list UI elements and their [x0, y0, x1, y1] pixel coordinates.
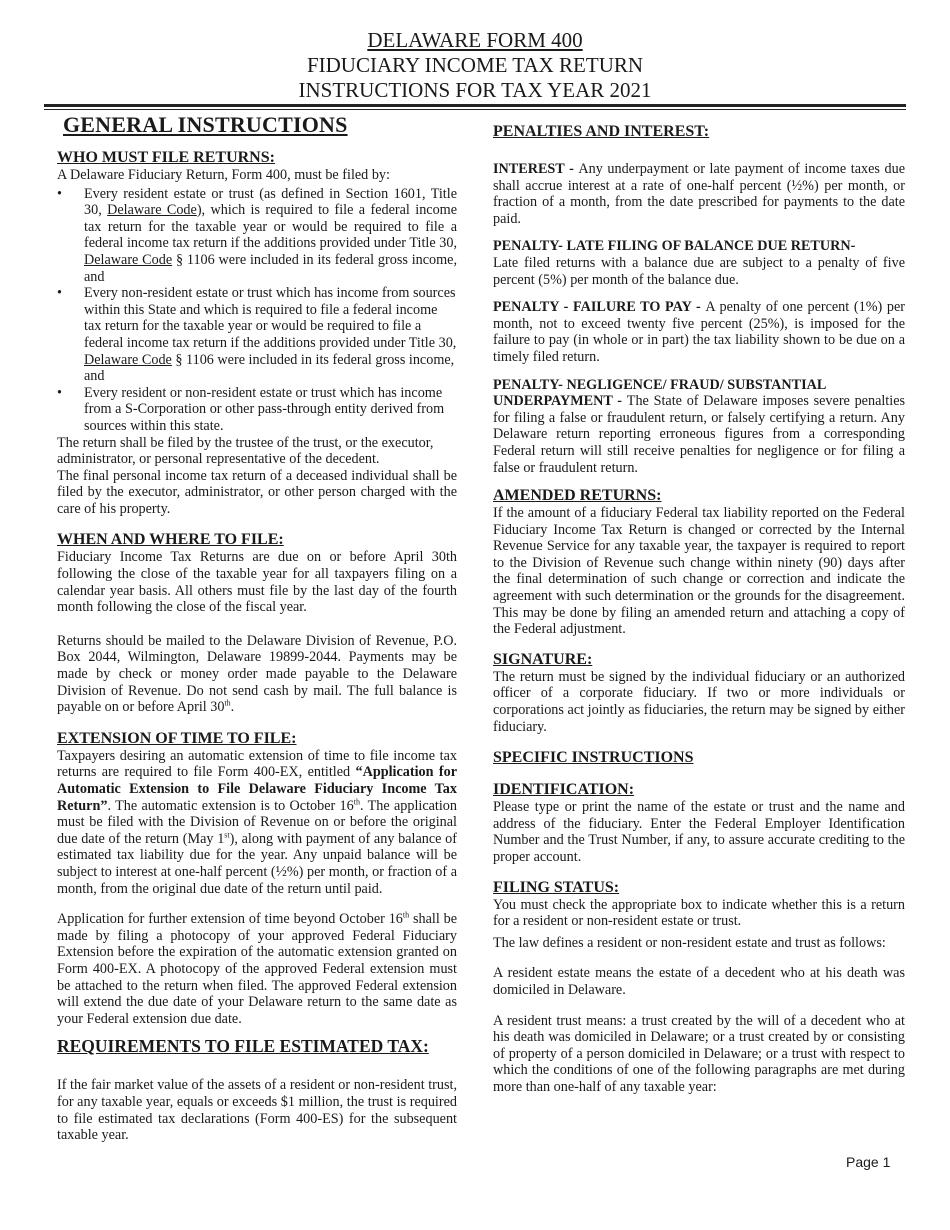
who-must-file-heading: WHO MUST FILE RETURNS:: [57, 149, 275, 166]
instructions-year-title: INSTRUCTIONS FOR TAX YEAR 2021: [298, 78, 652, 102]
resident-estate-paragraph: A resident estate means the estate of a decedent who at his death was domiciled in Delaware.: [493, 965, 905, 998]
form-title: DELAWARE FORM 400: [367, 28, 583, 52]
due-date-paragraph: Fiduciary Income Tax Returns are due on or before April 30th following the close of the taxable year for all taxpayers filing on a calendar year basis. All others must file by the last day of the fourth month following the close of the fiscal year.: [57, 549, 457, 616]
mailing-paragraph: Returns should be mailed to the Delaware Division of Revenue, P.O. Box 2044, Wilmington, Delaware 19899-2044. Payments may be made by check or money order made payable to the Delaware Division of Revenue. Do not send cash by mail. The full balance is payable on or before April 30th.: [57, 632, 457, 716]
when-where-heading: WHEN AND WHERE TO FILE:: [57, 531, 284, 549]
list-item: • Every non-resident estate or trust which has income from sources within this State and which is required to file a federal income tax return for the taxable year or would be required to file a federal income tax return if the additions provided under Title 30, Delaware Code § 1106 were included in its federal gross income, and: [57, 285, 457, 385]
right-column: [493, 122, 905, 1096]
extension-paragraph: Taxpayers desiring an automatic extension of time to file income tax returns are required to file Form 400-EX, entitled “Application for Automatic Extension to File Delaware Fiduciary Income Tax Return”. The automatic extension is to October 16th. The application must be filed with the Division of Revenue on or before the original due date of the return (May 1st), along with payment of any balance of estimated tax liability due for the year. Any unpaid balance will be subject to interest at one-half percent (½%) per month, or fraction of a month, from the original due date of the return until paid.: [57, 747, 457, 897]
header-rule-thin: [44, 109, 906, 110]
signature-paragraph: The return must be signed by the individual fiduciary or an authorized officer of a corporate fiduciary. If two or more individuals or corporations act jointly as fiduciaries, the return may be signed by either fiduciary.: [493, 668, 905, 735]
who-must-file-list: [57, 186, 457, 435]
page-number: Page 1: [846, 1154, 891, 1170]
extension-heading: EXTENSION OF TIME TO FILE:: [57, 729, 297, 747]
list-item: • Every resident estate or trust (as defined in Section 1601, Title 30, Delaware Code), which is required to file a federal income tax return for the taxable year or would be required to file a federal income tax return if the additions provided under Title 30, Delaware Code § 1106 were included in its federal gross income, and: [57, 186, 457, 286]
late-filing-label: PENALTY- LATE FILING OF BALANCE DUE RETURN-: [493, 238, 856, 255]
signature-heading: SIGNATURE:: [493, 650, 593, 668]
header-rule-thick: [44, 104, 906, 107]
negligence-paragraph: UNDERPAYMENT - The State of Delaware imposes severe penalties for filing a false or fraudulent return, or falsely certifying a return. Any Delaware return reporting erroneous figures from a corresponding Federal return will still receive penalties for negligence or for filing a false or fraudulent return.: [493, 393, 906, 476]
who-must-file-intro: A Delaware Fiduciary Return, Form 400, must be filed by:: [57, 167, 390, 183]
amended-returns-paragraph: If the amount of a fiduciary Federal tax liability reported on the Federal Fiduciary Income Tax Return is changed or corrected by the Internal Revenue Service for any taxable year, the taxpayer is required to report to the Division of Revenue such change within ninety (90) days after the final determination of such change or correction and indicate the agreement with such determination or the grounds for the disagreement. This may be done by filing an amended return and attaching a copy of the Federal adjustment.: [493, 505, 905, 638]
left-column: [57, 112, 457, 1144]
filing-status-heading: FILING STATUS:: [493, 878, 620, 896]
resident-trust-paragraph: A resident trust means: a trust created by the will of a decedent who at his death was domiciled in Delaware; or a trust created by or consisting of property of a person domiciled in Delaware; or a trust with respect to which the conditions of one of the following paragraphs are met during more than one-half of any taxable year:: [493, 1012, 905, 1095]
estimated-tax-heading: REQUIREMENTS TO FILE ESTIMATED TAX:: [57, 1036, 429, 1057]
identification-paragraph: Please type or print the name of the estate or trust and the name and address of the fiduciary. Enter the Federal Employer Identification Number and the Trust Number, if any, to assure accurate crediting to the proper account.: [493, 799, 905, 865]
general-instructions-heading: GENERAL INSTRUCTIONS: [63, 112, 348, 137]
identification-heading: IDENTIFICATION:: [493, 781, 635, 799]
deceased-paragraph: The final personal income tax return of a deceased individual shall be filed by the executor, administrator, or other person charged with the care of his property.: [57, 467, 457, 517]
form-subtitle: FIDUCIARY INCOME TAX RETURN: [306, 53, 644, 77]
negligence-label: PENALTY- NEGLIGENCE/ FRAUD/ SUBSTANTIAL: [493, 376, 827, 393]
filing-status-paragraph: You must check the appropriate box to indicate whether this is a return for a resident or non-resident estate or trust.: [493, 896, 905, 930]
late-filing-paragraph: Late filed returns with a balance due are subject to a penalty of five percent (5%) per month of the balance due.: [493, 254, 905, 288]
law-defines-paragraph: The law defines a resident or non-resident estate and trust as follows:: [493, 934, 886, 951]
interest-paragraph: INTEREST - Any underpayment or late payment of income taxes due shall accrue interest at a rate of one-half percent (½%) per month, or fraction of a month, from the date prescribed for payments to the date paid.: [493, 161, 905, 227]
specific-instructions-heading: SPECIFIC INSTRUCTIONS: [493, 749, 694, 767]
failure-to-pay-paragraph: PENALTY - FAILURE TO PAY - A penalty of one percent (1%) per month, not to exceed twenty five percent (25%), is imposed for the failure to pay (in whole or in part) the tax liability shown to be due on a timely filed return.: [493, 299, 905, 365]
estimated-tax-paragraph: If the fair market value of the assets of a resident or non-resident trust, for any taxable year, equals or exceeds $1 million, the trust is required to file estimated tax declarations (Form 400-ES) for the subsequent taxable year.: [57, 1077, 457, 1144]
penalties-interest-heading: PENALTIES AND INTEREST:: [493, 123, 710, 140]
document-header: [0, 28, 950, 103]
trustee-paragraph: The return shall be filed by the trustee of the trust, or the executor, administrator, or personal representative of the decedent.: [57, 434, 434, 468]
list-item: • Every resident or non-resident estate or trust which has income from a S-Corporation or other pass-through entity derived from sources within this state.: [57, 385, 457, 435]
amended-returns-heading: AMENDED RETURNS:: [493, 487, 662, 505]
further-extension-paragraph: Application for further extension of time beyond October 16th shall be made by filing a photocopy of your approved Federal Fiduciary Extension before the expiration of the automatic extension granted on Form 400-EX. A photocopy of the approved Federal extension must be attached to the return when filed. The approved Federal extension will extend the due date of your Delaware return to the same date as your Federal extension due date.: [57, 910, 458, 1027]
